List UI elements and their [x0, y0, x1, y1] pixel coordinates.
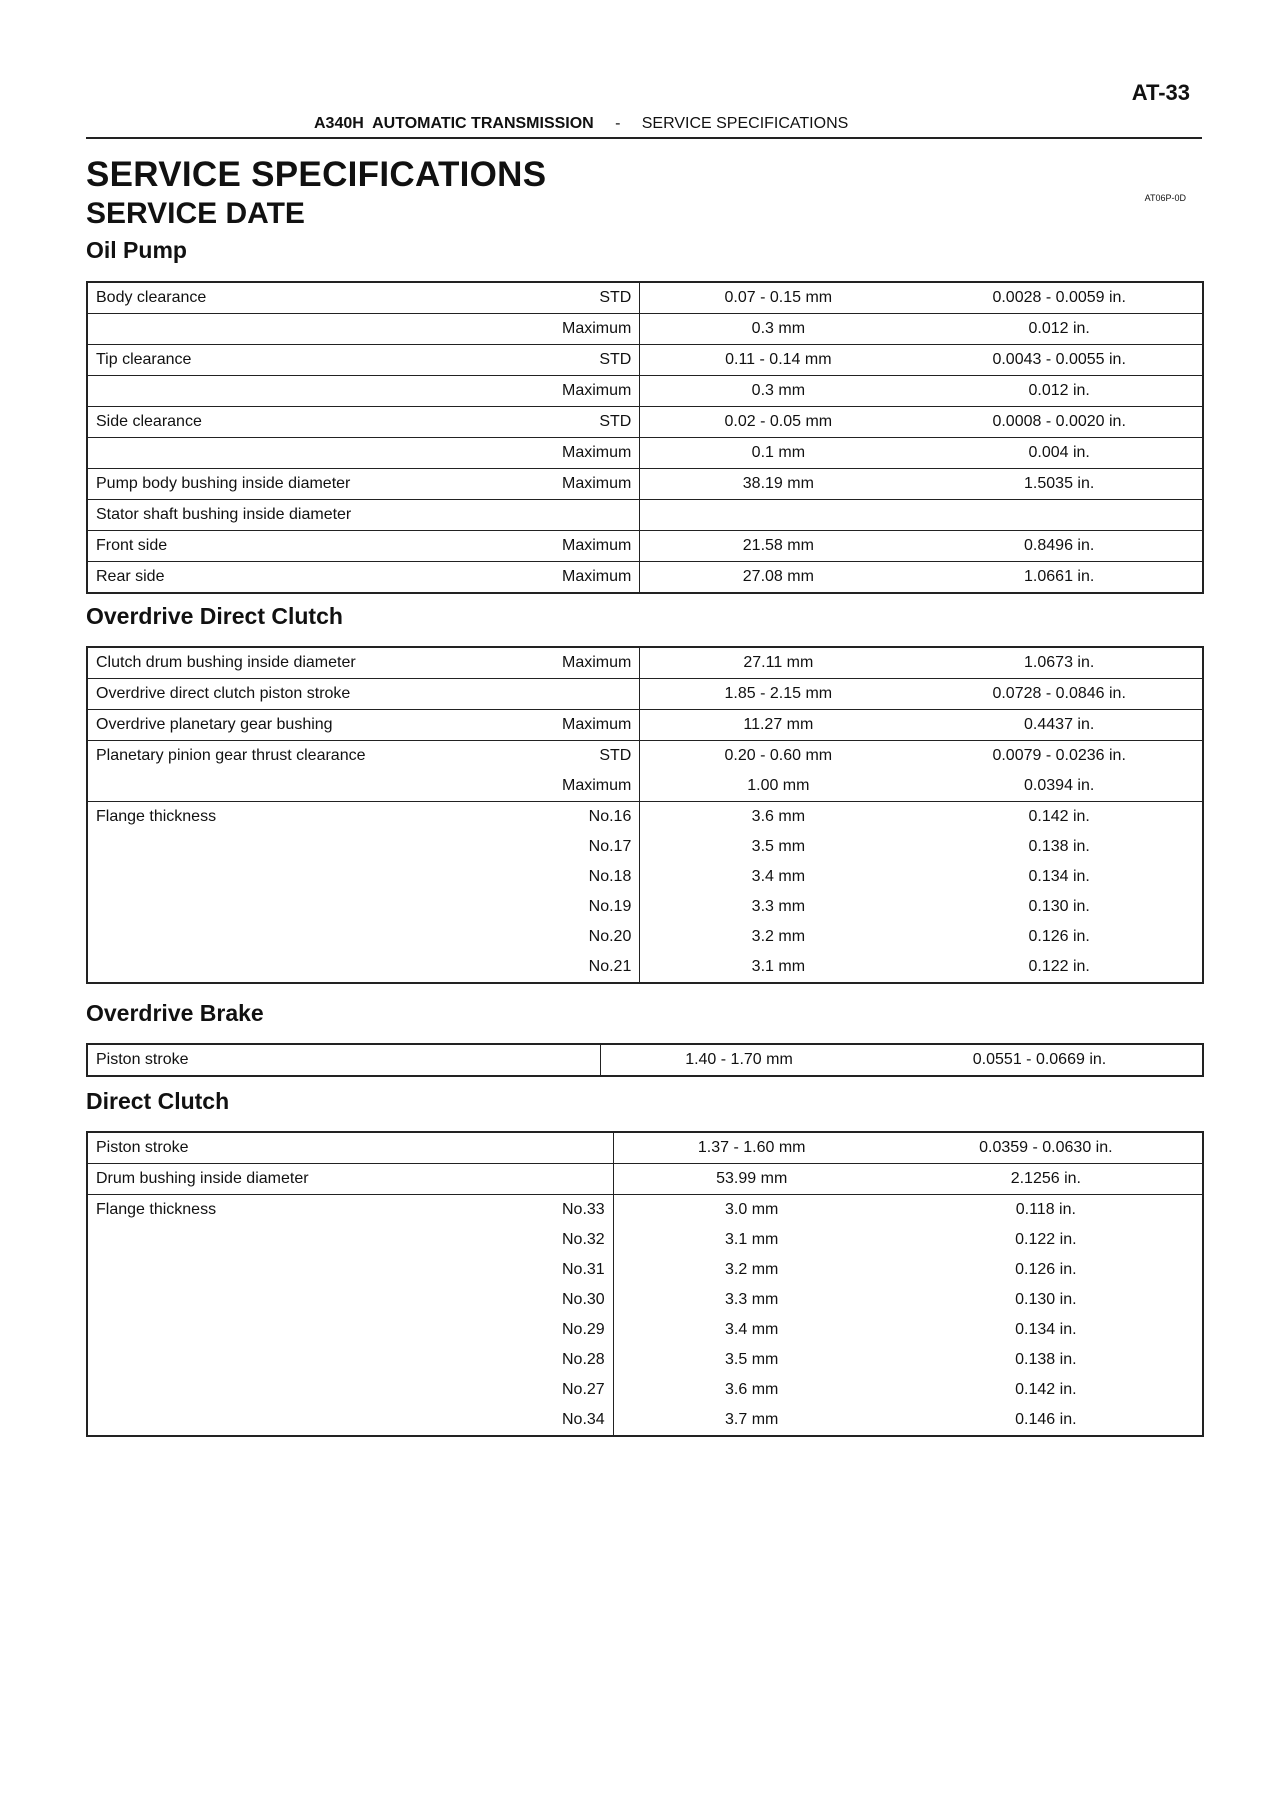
spec-condition: [554, 1164, 613, 1195]
spec-item: [87, 771, 554, 802]
spec-value-mm: 0.02 - 0.05 mm: [640, 407, 917, 438]
spec-condition: No.30: [554, 1285, 613, 1315]
spec-condition: Maximum: [554, 314, 640, 345]
oil-pump-table: [86, 281, 1204, 594]
spec-value-mm: 11.27 mm: [640, 710, 917, 741]
spec-condition: No.31: [554, 1255, 613, 1285]
section-title-overdrive-brake: Overdrive Brake: [86, 1000, 264, 1026]
section-title-overdrive-direct-clutch: Overdrive Direct Clutch: [86, 603, 343, 629]
spec-condition: No.20: [554, 922, 640, 952]
spec-value-in: 1.5035 in.: [916, 469, 1203, 500]
spec-row: [87, 1044, 1203, 1076]
spec-item: [87, 1345, 554, 1375]
spec-condition: No.19: [554, 892, 640, 922]
spec-condition: No.16: [554, 802, 640, 833]
spec-value-in: 0.122 in.: [1015, 1231, 1077, 1248]
spec-value-in: 0.0028 - 0.0059 in.: [992, 289, 1126, 306]
spec-row: [87, 1164, 1203, 1195]
spec-row: [87, 562, 1203, 594]
spec-value-mm: 0.1 mm: [640, 438, 917, 469]
header-transmission: A340H AUTOMATIC TRANSMISSION: [314, 115, 594, 132]
spec-item: [87, 1315, 554, 1345]
spec-row: [87, 1225, 1203, 1255]
spec-item: Side clearance: [87, 407, 554, 438]
spec-value-mm: 38.19 mm: [640, 469, 917, 500]
spec-value-in: 0.4437 in.: [916, 710, 1203, 741]
spec-row: [87, 531, 1203, 562]
spec-item: [87, 376, 554, 407]
spec-item: [87, 1375, 554, 1405]
spec-item: Piston stroke: [96, 1139, 189, 1156]
spec-value-mm: 3.0 mm: [613, 1195, 890, 1226]
spec-item: [87, 1285, 554, 1315]
spec-value-mm: 3.6 mm: [640, 802, 917, 833]
spec-value-in: 1.0673 in.: [1024, 654, 1095, 671]
spec-item: Body clearance: [96, 289, 207, 306]
spec-row: [87, 314, 1203, 345]
spec-item: [87, 832, 554, 862]
spec-value-in: 0.134 in.: [1028, 868, 1090, 885]
spec-value-mm: 3.6 mm: [725, 1381, 779, 1398]
spec-item: Overdrive planetary gear bushing: [87, 710, 554, 741]
page-number: AT-33: [1131, 80, 1190, 105]
spec-condition: STD: [554, 741, 640, 772]
spec-item: [87, 438, 554, 469]
spec-value-in: 0.134 in.: [1015, 1321, 1077, 1338]
spec-value-mm: 1.37 - 1.60 mm: [697, 1139, 806, 1156]
spec-condition: Maximum: [554, 710, 640, 741]
spec-value-mm: 1.00 mm: [747, 777, 810, 794]
spec-condition: Maximum: [554, 469, 640, 500]
spec-condition: Maximum: [554, 438, 640, 469]
spec-value-mm: 3.3 mm: [725, 1291, 779, 1308]
spec-item: Tip clearance: [87, 345, 554, 376]
spec-value-mm: 53.99 mm: [613, 1164, 890, 1195]
spec-value-in: 2.1256 in.: [890, 1164, 1203, 1195]
spec-row: [87, 500, 1203, 531]
spec-row: [87, 710, 1203, 741]
spec-condition: Maximum: [554, 562, 640, 594]
spec-condition: STD: [554, 407, 640, 438]
spec-value-in: 0.0551 - 0.0669 in.: [972, 1051, 1107, 1068]
spec-condition: [554, 1132, 613, 1164]
section-title-oil-pump: Oil Pump: [86, 237, 187, 263]
spec-item: [87, 1405, 554, 1436]
spec-row: [87, 1315, 1203, 1345]
spec-item: [87, 952, 554, 983]
spec-condition: No.34: [554, 1405, 613, 1436]
spec-item: [87, 1225, 554, 1255]
spec-value-mm: 0.11 - 0.14 mm: [640, 345, 917, 376]
page-subtitle: SERVICE DATE: [86, 197, 305, 230]
spec-value-mm: [640, 500, 917, 531]
spec-value-in: 0.142 in.: [1015, 1381, 1077, 1398]
spec-value-mm: 3.2 mm: [751, 928, 806, 945]
spec-condition: Maximum: [554, 531, 640, 562]
spec-row: [87, 1405, 1203, 1436]
spec-value-mm: 3.4 mm: [725, 1321, 779, 1338]
spec-row: [87, 282, 1203, 314]
spec-condition: Maximum: [554, 771, 640, 802]
spec-value-in: 0.012 in.: [916, 314, 1203, 345]
spec-value-in: 0.012 in.: [916, 376, 1203, 407]
spec-value-in: 0.126 in.: [1028, 928, 1090, 945]
spec-item: Stator shaft bushing inside diameter: [87, 500, 554, 531]
spec-condition: No.28: [554, 1345, 613, 1375]
spec-row: [87, 922, 1203, 952]
spec-value-mm: 0.3 mm: [640, 376, 917, 407]
spec-condition: STD: [554, 345, 640, 376]
spec-row: [87, 407, 1203, 438]
header-section: SERVICE SPECIFICATIONS: [641, 115, 849, 132]
spec-value-in: 0.122 in.: [1028, 958, 1090, 975]
spec-value-in: 0.8496 in.: [916, 531, 1203, 562]
spec-condition: Maximum: [554, 376, 640, 407]
spec-item: Pump body bushing inside diameter: [87, 469, 554, 500]
spec-row: [87, 1285, 1203, 1315]
spec-item: [87, 314, 554, 345]
overdrive-brake-table: [86, 1043, 1204, 1077]
spec-item: Front side: [87, 531, 554, 562]
spec-value-in: 0.130 in.: [1015, 1291, 1077, 1308]
spec-item: Planetary pinion gear thrust clearance: [87, 741, 554, 772]
spec-row: [87, 1132, 1203, 1164]
spec-value-in: 0.138 in.: [1015, 1351, 1077, 1368]
spec-row: [87, 438, 1203, 469]
spec-row: [87, 862, 1203, 892]
spec-item: [87, 892, 554, 922]
spec-value-in: 0.138 in.: [1028, 838, 1090, 855]
spec-condition: No.17: [554, 832, 640, 862]
spec-item: Flange thickness: [87, 802, 554, 833]
spec-item: [87, 1255, 554, 1285]
spec-condition: Maximum: [554, 647, 640, 679]
spec-value-in: 0.004 in.: [916, 438, 1203, 469]
spec-item: Drum bushing inside diameter: [87, 1164, 554, 1195]
spec-condition: No.29: [554, 1315, 613, 1345]
spec-condition: [554, 1044, 601, 1076]
spec-value-mm: 3.1 mm: [751, 958, 806, 975]
spec-value-mm: 3.2 mm: [725, 1261, 779, 1278]
spec-value-mm: 0.20 - 0.60 mm: [640, 741, 917, 772]
spec-row: [87, 741, 1203, 772]
spec-value-mm: 3.1 mm: [725, 1231, 779, 1248]
spec-row: [87, 1375, 1203, 1405]
spec-value-in: 0.146 in.: [1015, 1411, 1077, 1428]
spec-item: Rear side: [87, 562, 554, 594]
spec-row: [87, 1345, 1203, 1375]
spec-value-in: 0.142 in.: [916, 802, 1203, 833]
spec-value-in: 0.0359 - 0.0630 in.: [979, 1139, 1113, 1156]
header-separator: -: [615, 115, 621, 132]
spec-condition: No.32: [554, 1225, 613, 1255]
spec-row: [87, 376, 1203, 407]
spec-item: [87, 862, 554, 892]
spec-row: [87, 802, 1203, 833]
spec-value-in: 0.0728 - 0.0846 in.: [916, 679, 1203, 710]
spec-row: [87, 952, 1203, 983]
spec-item: Clutch drum bushing inside diameter: [96, 654, 356, 671]
direct-clutch-table: [86, 1131, 1204, 1437]
spec-value-mm: 1.40 - 1.70 mm: [685, 1051, 793, 1068]
spec-row: [87, 679, 1203, 710]
spec-item: Flange thickness: [87, 1195, 554, 1226]
spec-value-mm: 3.7 mm: [725, 1411, 779, 1428]
spec-value-in: 0.0043 - 0.0055 in.: [916, 345, 1203, 376]
spec-value-in: 0.130 in.: [1028, 898, 1090, 915]
spec-value-in: 1.0661 in.: [916, 562, 1203, 594]
spec-row: [87, 469, 1203, 500]
spec-value-mm: 1.85 - 2.15 mm: [640, 679, 917, 710]
spec-condition: [554, 500, 640, 531]
spec-row: [87, 892, 1203, 922]
spec-row: [87, 345, 1203, 376]
spec-row: [87, 1255, 1203, 1285]
spec-item: Overdrive direct clutch piston stroke: [87, 679, 554, 710]
spec-condition: No.18: [554, 862, 640, 892]
spec-value-mm: 3.5 mm: [751, 838, 806, 855]
spec-value-mm: 27.11 mm: [743, 654, 814, 671]
spec-value-in: 0.0079 - 0.0236 in.: [916, 741, 1203, 772]
spec-value-mm: 3.3 mm: [751, 898, 806, 915]
spec-row: [87, 1195, 1203, 1226]
spec-value-mm: 3.5 mm: [725, 1351, 779, 1368]
spec-row: [87, 832, 1203, 862]
spec-condition: STD: [554, 282, 640, 314]
spec-value-mm: 0.07 - 0.15 mm: [724, 289, 833, 306]
running-header: [86, 113, 1202, 139]
spec-row: [87, 647, 1203, 679]
spec-condition: [554, 679, 640, 710]
spec-value-in: [916, 500, 1203, 531]
page-title: SERVICE SPECIFICATIONS: [86, 155, 547, 194]
spec-value-in: 0.0394 in.: [1024, 777, 1095, 794]
spec-item: Piston stroke: [96, 1051, 189, 1068]
spec-value-in: 0.0008 - 0.0020 in.: [916, 407, 1203, 438]
overdrive-direct-clutch-table: [86, 646, 1204, 984]
spec-item: [87, 922, 554, 952]
document-code: AT06P-0D: [1144, 193, 1186, 203]
spec-condition: No.33: [554, 1195, 613, 1226]
spec-value-in: 0.118 in.: [890, 1195, 1203, 1226]
spec-value-mm: 3.4 mm: [751, 868, 806, 885]
spec-condition: No.21: [554, 952, 640, 983]
spec-value-mm: 27.08 mm: [640, 562, 917, 594]
spec-row: [87, 771, 1203, 802]
spec-condition: No.27: [554, 1375, 613, 1405]
spec-value-mm: 0.3 mm: [640, 314, 917, 345]
spec-value-mm: 21.58 mm: [640, 531, 917, 562]
section-title-direct-clutch: Direct Clutch: [86, 1088, 230, 1114]
spec-value-in: 0.126 in.: [1015, 1261, 1077, 1278]
